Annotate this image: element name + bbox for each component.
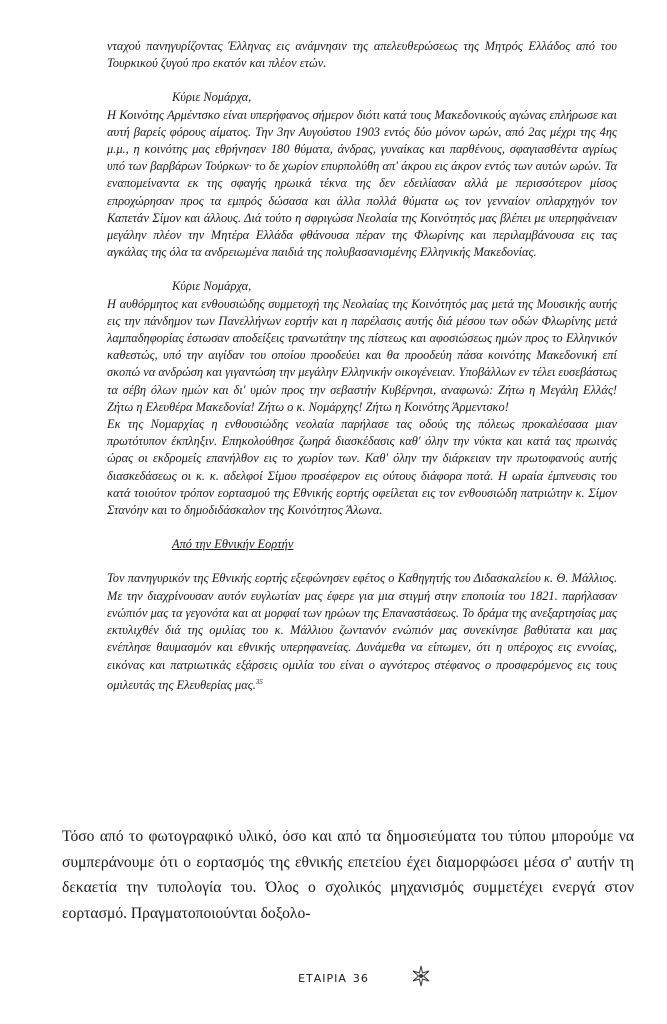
quote-intro: νταχού πανηγυρίζοντας Έλληνας εις ανάμνησιν της απελευθερώσεως της Μητρός Ελλάδος από του Τουρκικού ζυγού προ εκατόν και πλέον ετών. (107, 39, 617, 71)
ornament-icon (410, 964, 432, 988)
salutation-1: Κύριε Νομάρχα, (172, 90, 252, 105)
quote-block (107, 38, 617, 694)
salutation-2: Κύριε Νομάρχα, (172, 279, 252, 294)
quote-paragraph-4-text: Τον πανηγυρικόν της Εθνικής εορτής εξεφώνησεν εφέτος ο Καθηγητής του Διδασκαλείου κ. Θ. Μάλλιος. Με την διαχρίνουσαν αυτόν ευγλωτίαν μας έφερε για μια στιγμή στην εποποιία του 1821. παρήλασαν ενώπιόν μας τα γεγονότα και αι μορφαί των ηρώων της Επαναστάσεως. Το δράμα της ανεξαρτησίας μας εκτυλιχθέν διά της ομιλίας του κ. Μάλλιου ζωντανόν ενώπιόν μας συνεκίνησε βαθύτατα και μας ενέπλησε θαυμασμόν και εθνικής υπερηφανείας. Δυνάμεθα να είπωμεν, ότι η υπέροχος εις εννοίας, εικόνας και πατριωτικάς εξάρσεις ομιλία του είναι ο αγνότερος στέφανος ο προσφερόμενος εις τους ομιλευτάς της Ελευθερίας μας. (107, 571, 617, 692)
page-footer (0, 972, 667, 985)
body-text (62, 824, 634, 926)
quote-paragraph-2: Η αυθόρμητος και ενθουσιώδης συμμετοχή της Νεολαίας της Κοινότητός μας μετά της Μουσικής αυτής εις την πάνδημον των Πανελλήνων εορτήν και η παρέλασις αυτής διά μέσου των οδών Φλωρίνης μετά λαμπαδηφορίας έστωσαν αποδείξεις τρανωτάτην της πίστεως και αφοσιώσεως ημών προς το Ελληνικόν καθεστώς, υπό την αιγίδαν του οποίου προοδεύει και θα προοδεύη πάσα κοινότης Μακεδονική επί σκοπώ να ανδρώση και γιγαντώση την μεγάλην Ελληνικήν οικογένειαν. Υποβάλλων εν τέλει ευσεβάστως τα σέβη όλων ημών και δι' υμών προς την σεβαστήν Κυβέρνησι, αναφωνώ: Ζήτω η Μεγάλη Ελλάς! Ζήτω η Ελευθέρα Μακεδονία! Ζήτω ο κ. Νομάρχης! Ζήτω η Κοινότης Άρμεντσκο! (107, 296, 617, 414)
body-paragraph: Τόσο από το φωτογραφικό υλικό, όσο και από τα δημοσιεύματα του τύπου μπορούμε να συμπεράνουμε ότι ο εορτασμός της εθνικής επετείου έχει διαμορφώσει μέσα σ' αυτήν τη δεκαετία την τυπολογία του. Όλος ο σχολικός μηχανισμός συμμετέχει ενεργά στον εορτασμό. Πραγματοποιούνται δοξολο- (62, 828, 634, 922)
section-heading: Από την Εθνικήν Εορτήν (172, 537, 294, 552)
journal-name: ΕΤΑΙΡΙΑ (298, 972, 347, 985)
quote-paragraph-3: Εκ της Νομαρχίας η ενθουσιώδης νεολαία παρήλασε τας οδούς της πόλεως προκαλέσασα μιαν πρωτότυπον έκπληξιν. Επηκολούθησε ζωηρά διασκέδασις καθ' όλην την νύκτα και κατά τας πρωινάς ώρας οι εκδρομείς επανήλθον εις το χωρίον των. Καθ' όλην την διάρκειαν την πρωτοφανούς αυτής διασκεδάσεως οι κ. κ. αδελφοί Σίμου προσέφερον εις ούτους διάφορα ποτά. Η ωραία έμπνευσις του κατά τοιούτον τρόπον εορτασμού της Εθνικής εορτής οφείλεται εις τον ενθουσιώδη πατριώτην κ. Σίμον Στανόην και το δημοδιδάσκαλον της Κοινότητος Άλωνα. (107, 417, 617, 518)
footnote-ref: 35 (255, 677, 263, 686)
quote-paragraph-1: Η Κοινότης Αρμέντσκο είναι υπερήφανος σήμερον διότι κατά τους Μακεδονικούς αγώνας επλήρωσε και αυτή βαρείς φόρους αίματος. Την 3ην Αυγούστου 1903 εντός δύο μόνον ωρών, από 2ας μέχρι της 4ης μ.μ., η κοινότης μας εθρήνησεν 180 θύματα, άνδρας, γυναίκας και παρθένους, σφαγιασθέντα αγρίως υπό των βαρβάρων Τούρκων· το δε χωρίον επυρπολύθη απ' άκρου εις άκρον εντός των αυτών ωρών. Τα εναπομείναντα εκ της σφαγής ηρωικά τέκνα της δεν εδειλίασαν αλλά με περισσότερον μίσος επροχώρησαν προς τα εμπρός δώσασα και άλλα πολλά θύματα ως τον γενναίον οπλαρχηγόν τον Καπετάν Σίμον και άλλους. Διά τούτο η σφριγώσα Νεολαία της Κοινότητός μας βλέπει με υπερηφάνειαν μεγάλην πλέον την Μητέρα Ελλάδα φθάνουσα πέραν της Φλωρίνης και περιλαμβάνουσα εις τας αγκάλας της όλα τα ανδρειωμένα παιδιά της πολυβασανισμένης Ελληνικής Μακεδονίας. (107, 107, 617, 260)
page-number: 36 (352, 972, 369, 985)
quote-paragraph-4 (107, 570, 617, 694)
